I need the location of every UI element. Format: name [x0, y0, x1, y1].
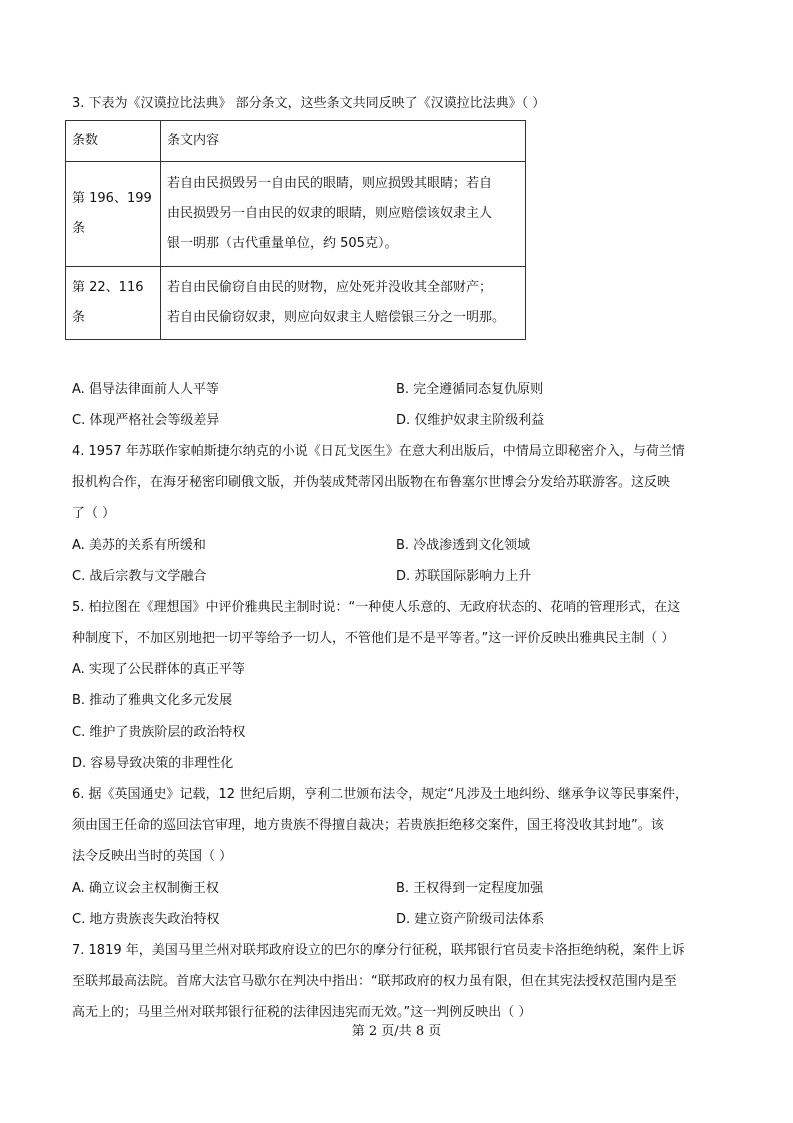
q5-option-c[interactable]: C. 维护了贵族阶层的政治特权 [72, 725, 246, 740]
table-header-number: 条数 [66, 121, 161, 162]
q6-option-d[interactable]: D. 建立资产阶级司法体系 [396, 912, 545, 927]
cell-line: 第 196、199 [72, 191, 152, 206]
q6-option-b[interactable]: B. 王权得到一定程度加强 [396, 881, 544, 896]
q4-option-b[interactable]: B. 冷战渗透到文化领域 [396, 538, 531, 553]
q6-option-c[interactable]: C. 地方贵族丧失政治特权 [72, 912, 220, 927]
q3-option-d[interactable]: D. 仅维护奴隶主阶级利益 [396, 413, 545, 428]
table-cell-number [66, 162, 161, 267]
cell-line: 若自由民偷窃奴隶，则应向奴隶主人赔偿银三分之一明那。 [167, 310, 506, 325]
q4-line-2: 报机构合作，在海牙秘密印刷俄文版，并伪装成梵蒂冈出版物在布鲁塞尔世博会分发给苏联游客。这反映 [72, 475, 671, 490]
q6-option-a[interactable]: A. 确立议会主权制衡王权 [72, 881, 219, 896]
cell-line: 若自由民损毁另一自由民的眼睛，则应损毁其眼睛；若自 [167, 176, 493, 191]
q5-line-1: 5. 柏拉图在《理想国》中评价雅典民主制时说：“一种使人乐意的、无政府状态的、花哨的管理形式，在这 [72, 600, 681, 615]
table-header-content: 条文内容 [161, 121, 526, 162]
q5-option-b[interactable]: B. 推动了雅典文化多元发展 [72, 693, 233, 708]
q3-option-b[interactable]: B. 完全遵循同态复仇原则 [396, 382, 544, 397]
q3-option-c[interactable]: C. 体现严格社会等级差异 [72, 413, 220, 428]
q5-option-d[interactable]: D. 容易导致决策的非理性化 [72, 756, 234, 771]
table-row [66, 267, 526, 340]
q4-option-d[interactable]: D. 苏联国际影响力上升 [396, 569, 532, 584]
q4-option-c[interactable]: C. 战后宗教与文学融合 [72, 569, 207, 584]
cell-line: 银一明那（古代重量单位，约 505克）。 [167, 236, 398, 251]
q5-option-a[interactable]: A. 实现了公民群体的真正平等 [72, 662, 245, 677]
cell-line: 条 [72, 221, 86, 236]
q4-line-1: 4. 1957 年苏联作家帕斯捷尔纳克的小说《日瓦戈医生》在意大利出版后，中情局立即秘密介入，与荷兰情 [72, 444, 685, 459]
q3-option-a[interactable]: A. 倡导法律面前人人平等 [72, 382, 219, 397]
q7-line-3: 高无上的；马里兰州对联邦银行征税的法律因违宪而无效。”这一判例反映出（ ） [72, 1005, 532, 1020]
q4-option-a[interactable]: A. 美苏的关系有所缓和 [72, 538, 206, 553]
q4-line-3: 了（ ） [72, 506, 116, 521]
table-cell-number [66, 267, 161, 340]
q6-line-3: 法令反映出当时的英国（ ） [72, 849, 233, 864]
q7-line-1: 7. 1819 年，美国马里兰州对联邦政府设立的巴尔的摩分行征税，联邦银行官员麦卡洛拒绝纳税，案件上诉 [72, 943, 685, 958]
page-footer: 第 2 页/共 8 页 [351, 1024, 442, 1039]
q7-line-2: 至联邦最高法院。首席大法官马歇尔在判决中指出：“联邦政府的权力虽有限，但在其宪法授权范围内是至 [72, 974, 677, 989]
q6-line-1: 6. 据《英国通史》记载，12 世纪后期，亨利二世颁布法令，规定“凡涉及土地纠纷、继承争议等民事案件， [72, 787, 688, 802]
table-cell-content [161, 162, 526, 267]
cell-line: 若自由民偷窃自由民的财物，应处死并没收其全部财产； [167, 280, 493, 295]
law-table [65, 120, 526, 340]
cell-line: 由民损毁另一自由民的奴隶的眼睛，则应赔偿该奴隶主人 [167, 206, 493, 221]
q3-stem: 3. 下表为《汉谟拉比法典》 部分条文，这些条文共同反映了《汉谟拉比法典》（ ） [72, 96, 546, 111]
q5-line-2: 种制度下，不加区别地把一切平等给予一切人，不管他们是不是平等者。”这一评价反映出雅典民主制（ ） [72, 631, 675, 646]
table-header-row [66, 121, 526, 162]
cell-line: 第 22、116条 [72, 280, 144, 325]
table-cell-content [161, 267, 526, 340]
table-row [66, 162, 526, 267]
q6-line-2: 须由国王任命的巡回法官审理，地方贵族不得擅自裁决；若贵族拒绝移交案件，国王将没收其封地”。该 [72, 818, 664, 833]
